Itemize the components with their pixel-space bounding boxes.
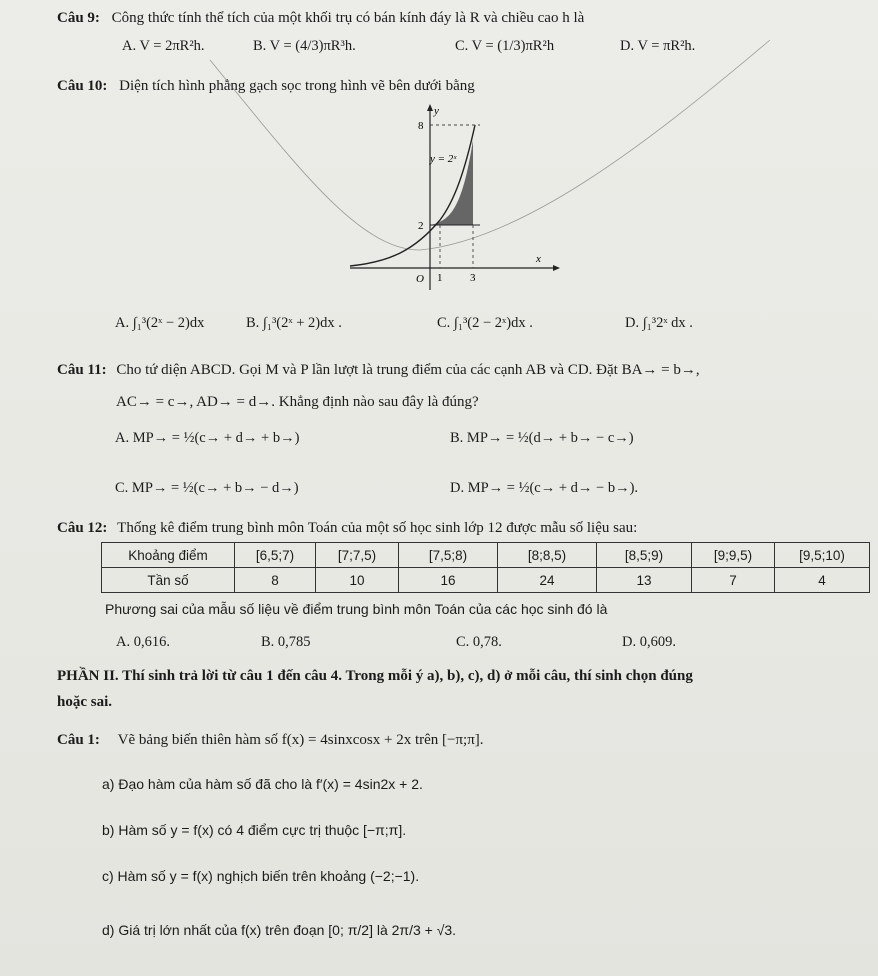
q12-question: Phương sai của mẫu số liệu về điểm trung bình môn Toán của các học sinh đó là [105,601,608,617]
origin-label: O [416,273,424,285]
part2-c1-c[interactable]: c) Hàm số y = f(x) nghịch biến trên khoảng (−2;−1). [102,868,420,884]
q9-label: Câu 9: [57,10,100,26]
part2-c1-text: Vẽ bảng biến thiên hàm số f(x) = 4sinxcosx + 2x trên [−π;π]. [117,732,484,748]
q9-text: Công thức tính thể tích của một khối trụ có bán kính đáy là R và chiều cao h là [111,10,585,26]
tick-x1: 1 [437,272,443,284]
x-axis-label: x [536,253,541,265]
q12-option-b[interactable]: B. 0,785 [261,634,311,650]
table-row-frequencies [102,568,870,593]
q12-line [57,520,637,537]
q12-label: Câu 12: [57,520,108,536]
tick-x3: 3 [470,272,476,284]
table-cell-frequency: 4 [775,568,870,593]
q12-option-d[interactable]: D. 0,609. [622,634,676,650]
q12-option-c[interactable]: C. 0,78. [456,634,502,650]
table-cell-frequency: 16 [399,568,498,593]
q10-option-b[interactable]: B. ∫₁³(2ˣ + 2)dx . [246,315,342,331]
table-header-frequency: Tần số [102,568,235,593]
q9-option-b[interactable]: B. V = (4/3)πR³h. [253,38,356,54]
q11-label: Câu 11: [57,362,107,378]
table-cell-frequency: 24 [498,568,597,593]
q11-text: Cho tứ diện ABCD. Gọi M và P lần lượt là trung điểm của các cạnh AB và CD. Đặt BA→ = b→, [116,362,700,378]
q11-option-c[interactable]: C. MP→ = ½(c→ + b→ − d→) [115,480,299,496]
part2-heading-2: hoặc sai. [57,694,113,710]
table-cell-frequency: 8 [235,568,316,593]
part2-c1-d[interactable]: d) Giá trị lớn nhất của f(x) trên đoạn [0; π/2] là 2π/3 + √3. [102,922,457,938]
part2-c1-b[interactable]: b) Hàm số y = f(x) có 4 điểm cực trị thuộc [−π;π]. [102,822,407,838]
table-cell-interval: [6,5;7) [235,543,316,568]
q12-option-a[interactable]: A. 0,616. [116,634,170,650]
q12-text: Thống kê điểm trung bình môn Toán của một số học sinh lớp 12 được mẫu số liệu sau: [117,520,638,536]
q11-line [57,362,700,379]
part2-c1-line [57,732,484,749]
tick-y2: 2 [418,220,424,232]
curve-label: y = 2ˣ [430,153,457,165]
y-axis-label: y [434,105,439,117]
part2-heading: PHẦN II. Thí sinh trả lời từ câu 1 đến câu 4. Trong mỗi ý a), b), c), d) ở mỗi câu, thí sinh chọn đúng [57,668,693,684]
q10-option-a[interactable]: A. ∫₁³(2ˣ − 2)dx [115,315,205,331]
table-header-interval: Khoảng điểm [102,543,235,568]
table-cell-interval: [9,5;10) [775,543,870,568]
table-cell-frequency: 13 [597,568,692,593]
q9-option-c[interactable]: C. V = (1/3)πR²h [455,38,555,54]
q11-option-b[interactable]: B. MP→ = ½(d→ + b→ − c→) [450,430,634,446]
part2-c1-a[interactable]: a) Đạo hàm của hàm số đã cho là f′(x) = 4sin2x + 2. [102,776,423,792]
scratch-curve [210,40,770,250]
tick-y8: 8 [418,120,424,132]
table-row-intervals [102,543,870,568]
part2-c1-label: Câu 1: [57,732,100,748]
q11-option-a[interactable]: A. MP→ = ½(c→ + d→ + b→) [115,430,300,446]
q12-table [101,542,870,593]
q11-text2: AC→ = c→, AD→ = d→. Khẳng định nào sau đây là đúng? [116,394,479,410]
q10-text: Diện tích hình phẳng gạch sọc trong hình vẽ bên dưới bằng [119,78,475,94]
q10-option-d[interactable]: D. ∫₁³2ˣ dx . [625,315,693,331]
table-cell-frequency: 7 [692,568,775,593]
table-cell-interval: [7,5;8) [399,543,498,568]
table-cell-interval: [9;9,5) [692,543,775,568]
q11-option-d[interactable]: D. MP→ = ½(c→ + d→ − b→). [450,480,639,496]
q9-option-a[interactable]: A. V = 2πR²h. [122,38,205,54]
q10-label: Câu 10: [57,78,108,94]
table-cell-frequency: 10 [316,568,399,593]
table-cell-interval: [8,5;9) [597,543,692,568]
table-cell-interval: [8;8,5) [498,543,597,568]
q9-option-d[interactable]: D. V = πR²h. [620,38,696,54]
table-cell-interval: [7;7,5) [316,543,399,568]
q10-option-c[interactable]: C. ∫₁³(2 − 2ˣ)dx . [437,315,533,331]
